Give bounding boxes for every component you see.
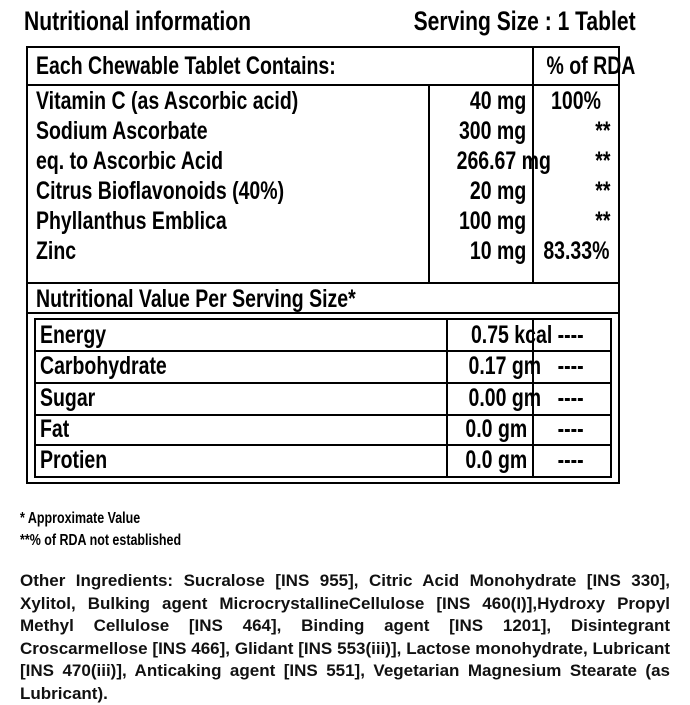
footnotes bbox=[20, 508, 227, 552]
row-name: Sodium Ascorbate bbox=[36, 117, 208, 145]
row-rda: ** bbox=[594, 117, 610, 145]
row-rda: ** bbox=[594, 177, 610, 205]
row-amount: 266.67 mg bbox=[456, 147, 551, 175]
row-rda: 83.33% bbox=[543, 237, 610, 265]
row-amount: 0.75 kcal bbox=[470, 321, 553, 349]
row-amount: 100 mg bbox=[458, 207, 526, 235]
serving-size: Serving Size : 1 Tablet bbox=[414, 6, 636, 36]
row-name: Carbohydrate bbox=[40, 352, 167, 380]
row-rda: ---- bbox=[558, 352, 584, 380]
row-name: Citrus Bioflavonoids (40%) bbox=[36, 177, 285, 205]
row-name: Zinc bbox=[36, 237, 77, 265]
row-name: eq. to Ascorbic Acid bbox=[36, 147, 224, 175]
row-amount: 0.0 gm bbox=[465, 415, 528, 443]
row-amount: 20 mg bbox=[469, 177, 526, 205]
row-rda: ---- bbox=[558, 415, 584, 443]
row-rda: 100% bbox=[551, 87, 601, 115]
row-name: Fat bbox=[40, 415, 70, 443]
row-amount: 0.0 gm bbox=[465, 446, 528, 474]
row-rda: ** bbox=[594, 207, 610, 235]
row-rda: ---- bbox=[558, 384, 584, 412]
row-rda: ---- bbox=[558, 446, 584, 474]
row-name: Sugar bbox=[40, 384, 96, 412]
row-amount: 0.00 gm bbox=[468, 384, 542, 412]
row-rda: ---- bbox=[558, 321, 584, 349]
row-name: Vitamin C (as Ascorbic acid) bbox=[36, 87, 299, 115]
row-amount: 300 mg bbox=[458, 117, 526, 145]
header bbox=[24, 6, 636, 40]
row-amount: 0.17 gm bbox=[468, 352, 542, 380]
row-name: Phyllanthus Emblica bbox=[36, 207, 227, 235]
row-amount: 10 mg bbox=[469, 237, 526, 265]
note-approx: * Approximate Value bbox=[20, 510, 141, 527]
row-rda: ** bbox=[594, 147, 610, 175]
note-rda: **% of RDA not established bbox=[20, 532, 182, 549]
page-title: Nutritional information bbox=[24, 6, 251, 36]
row-amount: 40 mg bbox=[469, 87, 526, 115]
nutrition-value-heading: Nutritional Value Per Serving Size* bbox=[36, 285, 356, 313]
row-name: Protien bbox=[40, 446, 108, 474]
table-heading: Each Chewable Tablet Contains: bbox=[36, 52, 336, 80]
rda-heading: % of RDA bbox=[546, 52, 636, 80]
other-ingredients: Other Ingredients: Sucralose [INS 955], Citric Acid Monohydrate [INS 330], Xylitol, Bulking agent MicrocrystallineCellulose [INS 460(I)],Hydroxy Propyl Methyl Cellulose [INS 464], Binding agent [INS 1201], Disintegrant Croscarmellose [INS 466], Glidant [INS 553(iii)], Lactose monohydrate, Lubricant [INS 470(iii)], Anticaking agent [INS 551], Vegetarian Magnesium Stearate (as Lubricant). bbox=[20, 571, 670, 703]
nutrition-table bbox=[26, 46, 636, 484]
row-name: Energy bbox=[40, 321, 107, 349]
